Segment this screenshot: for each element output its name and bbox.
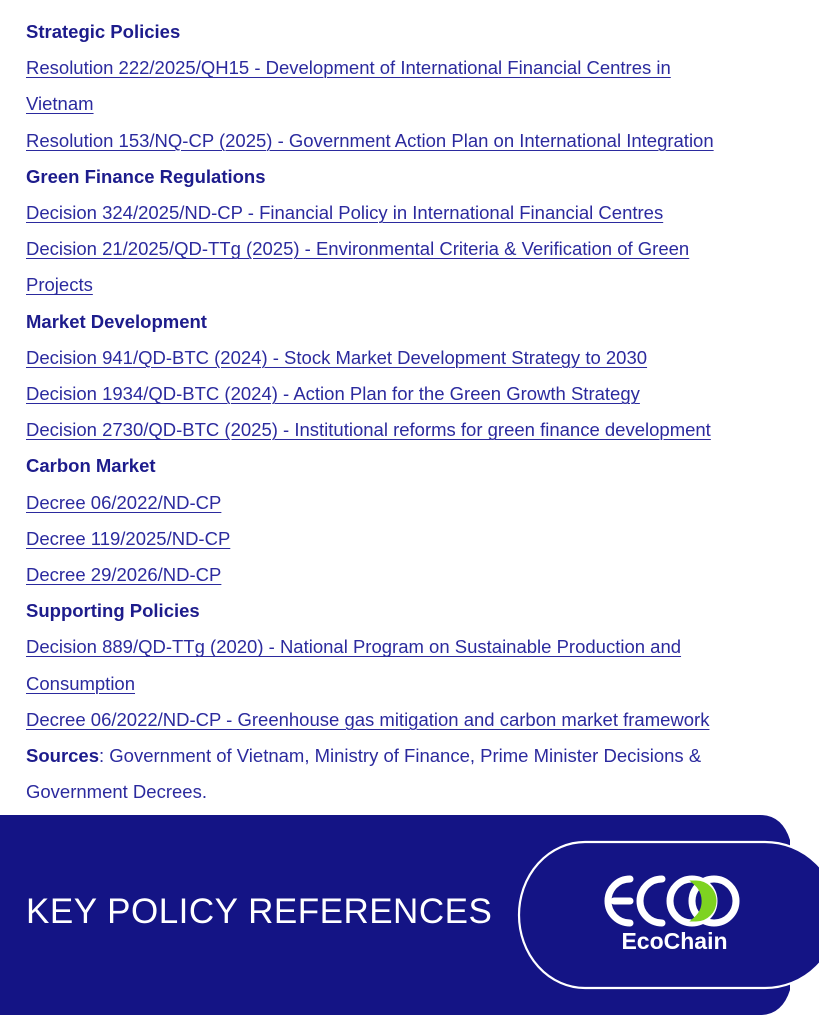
policy-link[interactable]: Decree 06/2022/ND-CP - Greenhouse gas mitigation and carbon market framework [26,708,710,730]
banner-title: KEY POLICY REFERENCES [26,892,493,931]
list-item [26,267,816,303]
list-item [26,340,816,376]
policy-references-list [26,14,816,810]
policy-link[interactable]: Vietnam [26,93,94,115]
policy-link[interactable]: Projects [26,274,93,296]
policy-link[interactable]: Decree 119/2025/ND-CP [26,527,231,549]
policy-link[interactable]: Resolution 222/2025/QH15 - Development of International Financial Centres in [26,57,671,79]
sources-text: : Government of Vietnam, Ministry of Finance, Prime Minister Decisions & [99,745,702,767]
policy-link[interactable]: Decision 1934/QD-BTC (2024) - Action Plan for the Green Growth Strategy [26,383,640,405]
list-item [26,557,816,593]
policy-link[interactable]: Decision 21/2025/QD-TTg (2025) - Environmental Criteria & Verification of Green [26,238,690,260]
policy-link[interactable]: Decree 06/2022/ND-CP [26,491,222,513]
list-item [26,86,816,122]
section-heading-market-development: Market Development [26,310,207,332]
list-item [26,412,816,448]
logo-letter-c [640,879,662,923]
list-item [26,376,816,412]
section-heading-supporting-policies: Supporting Policies [26,600,200,622]
sources-note [26,738,816,774]
policy-link[interactable]: Consumption [26,672,136,694]
list-item [26,629,816,665]
list-item [26,231,816,267]
sources-label: Sources [26,745,100,767]
policy-link[interactable]: Decision 941/QD-BTC (2024) - Stock Market Development Strategy to 2030 [26,346,648,368]
list-item [26,123,816,159]
list-item [26,195,816,231]
list-item [26,50,816,86]
policy-link[interactable]: Resolution 153/NQ-CP (2025) - Government Action Plan on International Integration [26,129,714,151]
section-heading-strategic-policies: Strategic Policies [26,21,181,42]
list-item [26,702,816,738]
policy-link[interactable]: Decree 29/2026/ND-CP [26,564,222,586]
policy-link[interactable]: Decision 324/2025/ND-CP - Financial Policy in International Financial Centres [26,202,664,224]
section-heading-green-finance-regulations: Green Finance Regulations [26,165,266,187]
section-heading-carbon-market: Carbon Market [26,455,156,477]
list-item [26,485,816,521]
list-item [26,521,816,557]
logo-green-leaf [696,883,714,919]
list-item [26,666,816,702]
policy-link[interactable]: Decision 2730/QD-BTC (2025) - Institutional reforms for green finance development [26,419,711,441]
policy-link[interactable]: Decision 889/QD-TTg (2020) - National Program on Sustainable Production and [26,636,682,658]
logo-wordmark: EcoChain [621,928,728,954]
ecochain-logo-icon [600,871,750,931]
sources-text-continued: Government Decrees. [26,781,207,803]
